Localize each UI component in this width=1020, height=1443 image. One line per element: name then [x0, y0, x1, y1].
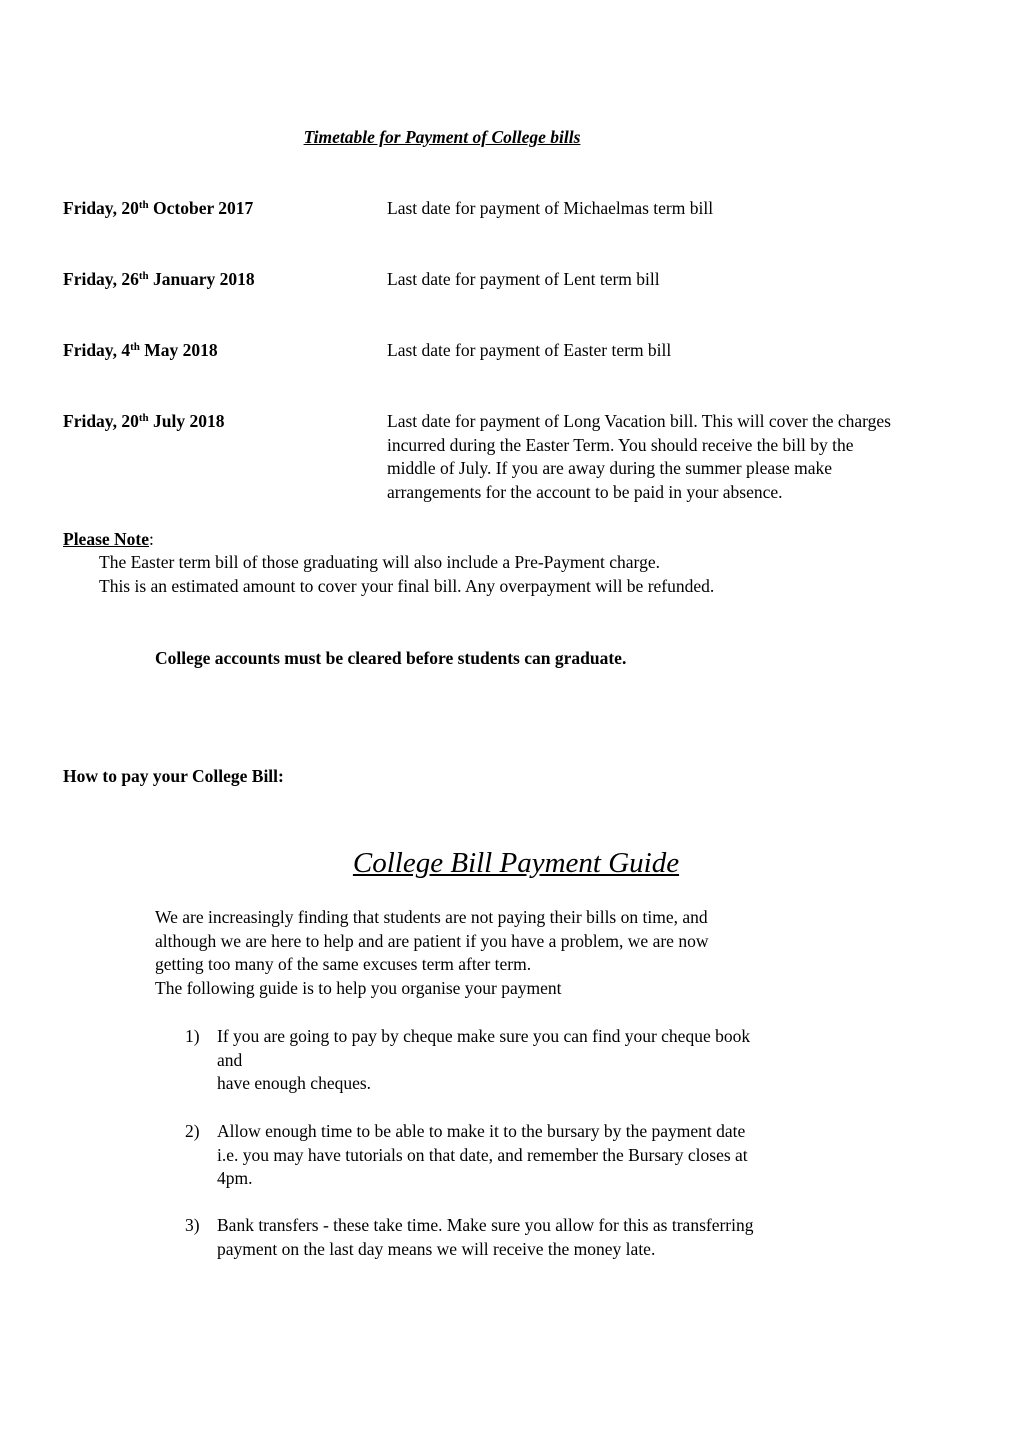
- list-item-text: If you are going to pay by cheque make sure you can find your cheque book and have enough cheques.: [217, 1026, 751, 1094]
- timetable-desc-long-vacation: Last date for payment of Long Vacation bill. This will cover the charges incurred during the Easter Term. You should receive the bill by the middle of July. If you are away during the summer please make arrangements for the account to be paid in your absence.: [387, 411, 891, 502]
- list-number: 2): [185, 1121, 200, 1141]
- how-to-pay-heading: How to pay your College Bill:: [63, 766, 284, 786]
- graduation-warning: College accounts must be cleared before students can graduate.: [155, 648, 627, 668]
- guide-intro: We are increasingly finding that students are not paying their bills on time, and although we are here to help and are patient if you have a problem, we are now getting too many of the same excuses term after term. The following guide is to help you organise your payment: [155, 907, 709, 998]
- timetable-desc-easter: Last date for payment of Easter term bill: [387, 340, 672, 360]
- list-number: 1): [185, 1026, 200, 1046]
- list-number: 3): [185, 1215, 200, 1235]
- please-note-label: Please Note:: [63, 529, 154, 549]
- list-item-text: Bank transfers - these take time. Make sure you allow for this as transferring payment on the last day means we will receive the money late.: [217, 1215, 754, 1259]
- timetable-date-michaelmas: Friday, 20th October 2017: [63, 198, 254, 218]
- document-title: Timetable for Payment of College bills: [303, 127, 581, 147]
- please-note-body: The Easter term bill of those graduating will also include a Pre-Payment charge. This is an estimated amount to cover your final bill. Any overpayment will be refunded.: [99, 552, 715, 596]
- timetable-desc-lent: Last date for payment of Lent term bill: [387, 269, 660, 289]
- guide-title: College Bill Payment Guide: [352, 847, 680, 879]
- timetable-desc-michaelmas: Last date for payment of Michaelmas term bill: [387, 198, 714, 218]
- timetable-date-long-vacation: Friday, 20th July 2018: [63, 411, 225, 431]
- timetable-date-lent: Friday, 26th January 2018: [63, 269, 255, 289]
- list-item-text: Allow enough time to be able to make it to the bursary by the payment date i.e. you may have tutorials on that date, and remember the Bursary closes at 4pm.: [217, 1121, 748, 1189]
- timetable-date-easter: Friday, 4th May 2018: [63, 340, 218, 360]
